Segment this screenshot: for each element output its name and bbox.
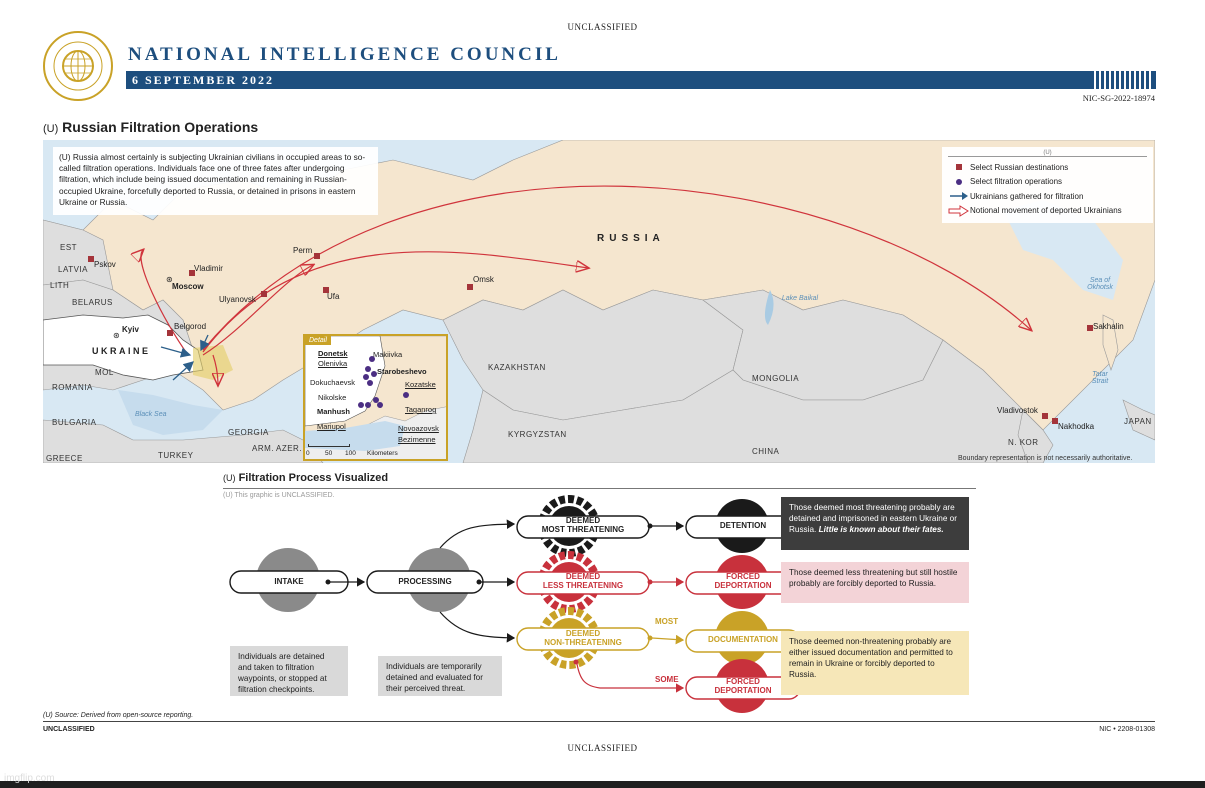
place-kozatske: Kozatske [405,380,436,389]
footer-classification: UNCLASSIFIED [43,726,95,733]
top-classification: UNCLASSIFIED [567,22,638,32]
country-ukraine: UKRAINE [92,346,151,356]
city-sakhalin: Sakhalin [1093,322,1124,331]
legend-item: Notional movement of deported Ukrainians [948,204,1147,219]
processing-description: Individuals are temporarily detained and evaluated for their perceived threat. [378,656,502,696]
place-makiivka: Makiivka [373,350,403,359]
city-ufa: Ufa [327,292,340,301]
country-kazakhstan: KAZAKHSTAN [488,363,546,372]
map-title: (U) Russian Filtration Operations [43,119,259,135]
country-arm: ARM. [252,444,274,453]
detention-description: Those deemed most threatening probably are detained and imprisoned in eastern Ukraine or Russia. Little is known about their fates. [781,497,969,550]
imgflip-watermark: imgflip.com [4,773,55,784]
city-moscow: Moscow [172,282,204,291]
branch-some-label: SOME [655,675,679,684]
country-greece: GREECE [46,454,83,463]
city-omsk: Omsk [473,275,494,284]
intake-description: Individuals are detained and taken to filtration waypoints, or stopped at filtration checkpoints. [230,646,348,696]
city-ulyanovsk: Ulyanovsk [219,295,256,304]
place-donetsk: Donetsk [318,349,348,358]
node-detention: DETENTION [719,521,767,530]
country-russia: RUSSIA [597,233,665,244]
forced-deportation-description: Those deemed less threatening but still hostile probably are forcibly deported to Russia. [781,562,969,603]
branch-most-label: MOST [655,617,679,626]
node-documentation: DOCUMENTATION [708,635,778,644]
boundary-disclaimer: Boundary representation is not necessarily authoritative. [958,455,1133,462]
node-most-threatening: DEEMED MOST THREATENING [541,516,625,534]
node-forced-deportation: FORCED DEPORTATION [714,572,772,590]
country-turkey: TURKEY [158,451,194,460]
node-forced-deportation-some: FORCED DEPORTATION [714,677,772,695]
city-pskov: Pskov [94,260,116,269]
scale-tick-50: 50 [325,450,333,457]
bottom-bar [0,781,1205,788]
place-nikolske: Nikolske [318,393,347,402]
source-note: (U) Source: Derived from open-source reporting. [43,712,194,719]
country-mongolia: MONGOLIA [752,374,800,383]
country-belarus: BELARUS [72,298,113,307]
tatar-strait-label: Tatar Strait [1091,371,1109,385]
footer-rule [43,721,1155,722]
place-starobesheve: Starobeshevo [377,367,427,376]
black-sea-label: Black Sea [135,411,167,418]
country-azer: AZER. [276,444,303,453]
city-kyiv: Kyiv [122,325,139,334]
scale-tick-0: 0 [306,450,310,457]
city-vladivostok: Vladivostok [997,406,1038,415]
org-title: NATIONAL INTELLIGENCE COUNCIL [128,44,561,65]
place-dokuchaevsk: Dokuchaevsk [310,378,356,387]
country-bulgaria: BULGARIA [52,418,97,427]
legend-header: (U) [948,150,1147,157]
legend-item: Select filtration operations [948,175,1147,190]
documentation-description: Those deemed non-threatening probably are either issued documentation and permitted to remain in Ukraine or forcibly deported to Russia. [781,631,969,695]
country-north-korea: N. KOR [1008,438,1039,447]
scale-tick-100: 100 [345,450,356,457]
city-perm: Perm [293,246,313,255]
country-china: CHINA [752,447,780,456]
bottom-classification: UNCLASSIFIED [567,743,638,753]
place-taganrog: Taganrog [405,405,437,414]
sea-okhotsk-label: Sea of Okhotsk [1087,277,1113,291]
place-mariupol: Mariupol [317,422,346,431]
node-intake: INTAKE [274,577,304,586]
city-vladimir: Vladimir [194,264,223,273]
report-date: 6 SEPTEMBER 2022 [132,73,275,87]
doc-number: NIC-SG-2022-18974 [1082,93,1155,103]
country-romania: ROMANIA [52,383,93,392]
capital-icon: ⊛ [113,331,120,340]
place-olenivka: Olenivka [318,359,348,368]
node-non-threatening: DEEMED NON-THREATENING [544,629,622,647]
country-latvia: LATVIA [58,265,88,274]
country-lith: LITH [50,281,70,290]
node-processing: PROCESSING [398,577,452,586]
detail-header: Detail [305,336,331,345]
place-novoazovsk: Novoazovsk [398,424,439,433]
node-less-threatening: DEEMED LESS THREATENING [542,572,624,590]
country-kyrgyzstan: KYRGYZSTAN [508,430,567,439]
lake-baikal-label: Lake Baikal [781,295,819,302]
map-intro-text: (U) Russia almost certainly is subjecting Ukrainian civilians in occupied areas to so-called filtration operations. Individuals face one of three fates after undergoing filtration, which include being issued documentation and remaining in Russian-occupied Ukraine, forcefully deported to Russia, or detained in prisons in eastern Ukraine or Russia. [53,147,378,215]
flow-title: (U) Filtration Process Visualized [223,472,389,484]
capital-icon: ⊛ [166,275,173,284]
country-est: EST [60,243,78,252]
country-georgia: GEORGIA [228,428,269,437]
scale-unit: Kilometers [367,450,398,457]
city-nakhodka: Nakhodka [1058,422,1095,431]
country-japan: JAPAN [1124,417,1152,426]
legend-item: Select Russian destinations [948,160,1147,175]
flow-classification-note: (U) This graphic is UNCLASSIFIED. [223,492,335,499]
country-mol: MOL [95,368,114,377]
legend-item: Ukrainians gathered for filtration [948,189,1147,204]
footer-code: NIC • 2208-01308 [1099,726,1155,733]
place-bezimenne: Bezimenne [398,435,436,444]
city-belgorod: Belgorod [174,322,207,331]
place-manhush: Manhush [317,407,350,416]
